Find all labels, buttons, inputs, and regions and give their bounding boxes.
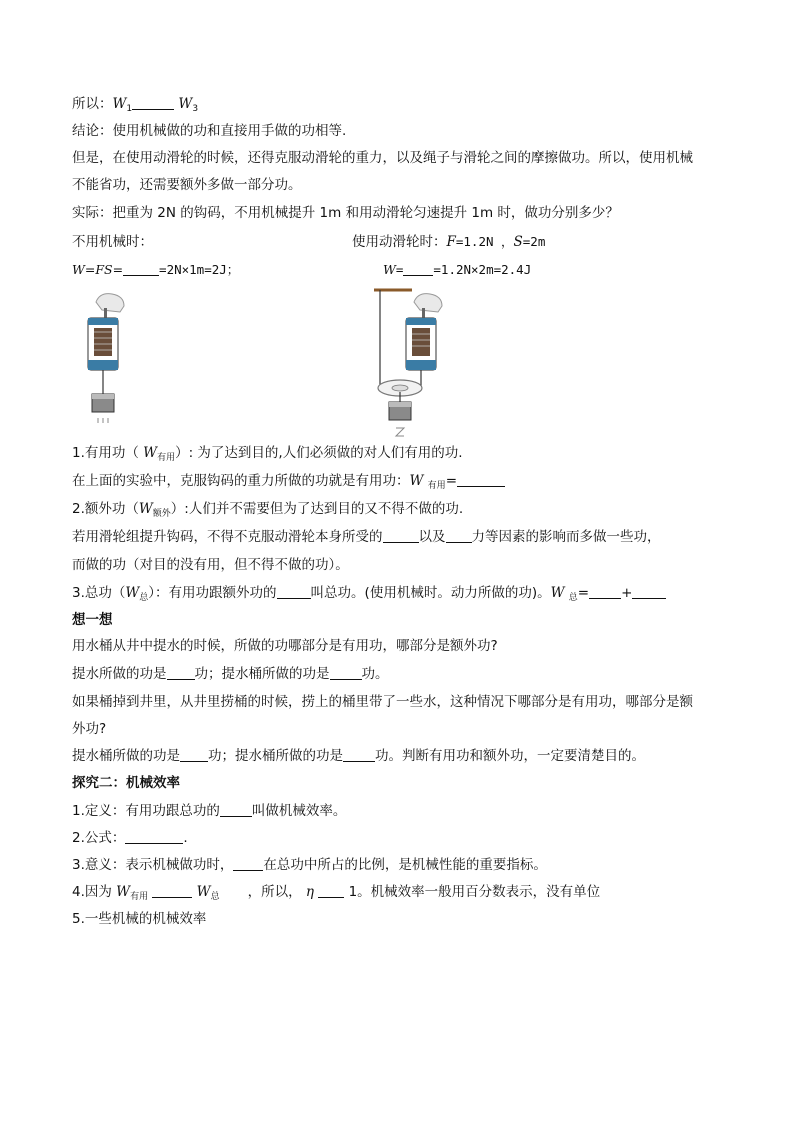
- subscript: 有用: [157, 453, 176, 463]
- answer-blank[interactable]: [330, 665, 362, 680]
- text: 提水桶所做的功是: [72, 748, 180, 764]
- figure-spring-scale-direct: [80, 290, 130, 440]
- answer-blank[interactable]: [446, 528, 472, 543]
- text: =: [445, 473, 457, 489]
- text: 2.额外功（: [72, 501, 139, 517]
- text: 1.有用功（: [72, 445, 144, 461]
- line-efficiency-def: [72, 801, 346, 821]
- text: 若用滑轮组提升钩码，不得不克服动滑轮本身所受的: [72, 529, 383, 545]
- line-conclusion: 结论：使用机械做的功和直接用手做的功相等.: [72, 123, 347, 139]
- line-work-no-machine: [72, 260, 239, 280]
- var-w: W: [138, 501, 153, 517]
- text: 。机械效率一般用百分数表示，没有单位: [357, 884, 601, 900]
- var-w: W: [143, 445, 158, 461]
- line-practice: 实际：把重为 2N 的钩码，不用机械提升 1m 和用动滑轮匀速提升 1m 时，做功分别多少？: [72, 205, 619, 221]
- heading-think: 想一想: [72, 612, 113, 628]
- text: 力等因素的影响而多做一些功，: [471, 529, 661, 545]
- answer-blank[interactable]: [233, 856, 263, 871]
- subscript: 额外: [152, 509, 171, 519]
- text: 功；提水桶所做的功是: [208, 748, 343, 764]
- subscript: 有用: [427, 481, 446, 491]
- answer-blank[interactable]: [318, 883, 344, 898]
- text: .: [183, 830, 188, 846]
- text: ）：有用功跟额外功的: [148, 585, 277, 601]
- var-w: W: [383, 262, 396, 277]
- scale-cap: [88, 318, 118, 325]
- var-w: W: [178, 96, 193, 112]
- line-explanation-2: 不能省功，还需要额外多做一部分功。: [72, 177, 302, 193]
- var-w: W: [550, 585, 569, 601]
- line-extra-work-example: [72, 527, 661, 547]
- value: =1.2N×2m=2.4J: [433, 262, 532, 277]
- text: 3.总功（: [72, 585, 126, 601]
- line-no-machine-label: 不用机械时：: [72, 234, 153, 250]
- line-work-pulley: [383, 260, 531, 280]
- text: 在总功中所占的比例，是机械性能的重要指标。: [263, 857, 547, 873]
- answer-blank[interactable]: [632, 584, 666, 599]
- text: 4.因为: [72, 884, 117, 900]
- line-total-work-def: [72, 583, 666, 608]
- var-f: F: [446, 234, 456, 250]
- text: 1: [348, 884, 358, 900]
- subscript: 总: [210, 892, 220, 902]
- var-w: W: [112, 96, 127, 112]
- text: ，所以，: [247, 884, 302, 900]
- line-question-2a: 如果桶掉到井里，从井里捞桶的时候，捞上的桶里带了一些水，这种情况下哪部分是有用功，哪部分是额: [72, 694, 693, 710]
- text: =: [577, 585, 590, 601]
- line-efficiency-range: [72, 882, 600, 907]
- text: 2.公式：: [72, 830, 126, 846]
- answer-blank[interactable]: [180, 747, 208, 762]
- answer-blank[interactable]: [383, 528, 419, 543]
- answer-blank[interactable]: [343, 747, 375, 762]
- answer-blank[interactable]: [125, 829, 183, 844]
- text: 提水所做的功是: [72, 666, 167, 682]
- text: 功。: [361, 666, 389, 682]
- line-extra-work-note: 而做的功（对目的没有用，但不得不做的功）。: [72, 557, 349, 573]
- var-w: W: [116, 884, 131, 900]
- answer-blank[interactable]: [277, 584, 311, 599]
- subscript: 总: [139, 593, 149, 603]
- text: 以及: [418, 529, 446, 545]
- text: 所以：: [72, 96, 113, 112]
- line-question-2b: 外功?: [72, 721, 107, 737]
- var-w: W: [125, 585, 140, 601]
- text: ）: 为了达到目的,人们必须做的对人们有用的功.: [175, 445, 463, 461]
- line-useful-work-example: [72, 471, 505, 496]
- line-useful-work-def: [72, 443, 463, 468]
- figure-movable-pulley: [370, 288, 450, 440]
- text: 1.定义：有用功跟总功的: [72, 803, 220, 819]
- answer-blank[interactable]: [220, 802, 252, 817]
- text: ）:人们并不需要但为了达到目的又不得不做的功.: [170, 501, 464, 517]
- answer-blank[interactable]: [457, 472, 505, 487]
- text: =: [395, 262, 404, 277]
- answer-blank[interactable]: [123, 261, 159, 276]
- line-answer-1: [72, 664, 389, 684]
- line-extra-work-def: [72, 499, 463, 524]
- answer-blank[interactable]: [167, 665, 195, 680]
- var-w: W: [196, 884, 211, 900]
- heading-explore-2: 探究二：机械效率: [72, 775, 180, 791]
- text: +: [621, 585, 633, 601]
- text: 使用动滑轮时：: [352, 234, 447, 250]
- subscript: 1: [126, 104, 133, 114]
- var-w: W: [72, 262, 85, 277]
- line-some-machines: 5.一些机械的机械效率: [72, 911, 207, 927]
- line-efficiency-meaning: [72, 855, 547, 875]
- answer-blank[interactable]: [152, 883, 192, 898]
- hook-icon: [104, 308, 107, 318]
- hand-icon: [96, 294, 124, 312]
- line-pulley-label: [352, 232, 545, 252]
- answer-blank[interactable]: [132, 95, 174, 110]
- formula: =FS=: [84, 262, 124, 277]
- var-w: W: [409, 473, 428, 489]
- line-explanation-1: 但是，在使用动滑轮的时候，还得克服动滑轮的重力，以及绳子与滑轮之间的摩擦做功。所以，使用机械: [72, 150, 693, 166]
- hand-icon: [414, 294, 442, 312]
- line-conclusion-compare: [72, 94, 198, 119]
- value: =2N×1m=2J；: [159, 262, 240, 277]
- scale-base: [88, 360, 118, 370]
- subscript: 有用: [130, 892, 149, 902]
- subscript: 总: [568, 593, 578, 603]
- answer-blank[interactable]: [403, 261, 433, 276]
- line-efficiency-formula: [72, 828, 188, 848]
- var-eta: η: [305, 884, 314, 900]
- subscript: 3: [192, 104, 199, 114]
- text: 功；提水桶所做的功是: [194, 666, 330, 682]
- answer-blank[interactable]: [589, 584, 621, 599]
- value: =1.2N ，: [455, 234, 514, 249]
- value: =2m: [522, 234, 546, 249]
- line-question-1: 用水桶从井中提水的时候，所做的功哪部分是有用功，哪部分是额外功?: [72, 638, 498, 654]
- text: 叫做机械效率。: [251, 803, 347, 819]
- text: 3.意义：表示机械做功时，: [72, 857, 234, 873]
- text: 叫总功。(使用机械时。动力所做的功)。: [310, 585, 551, 601]
- text: 在上面的实验中，克服钩码的重力所做的功就是有用功：: [72, 473, 410, 489]
- var-s: S: [513, 234, 523, 250]
- line-answer-2: [72, 746, 645, 766]
- text: 功。判断有用功和额外功，一定要清楚目的。: [375, 748, 645, 764]
